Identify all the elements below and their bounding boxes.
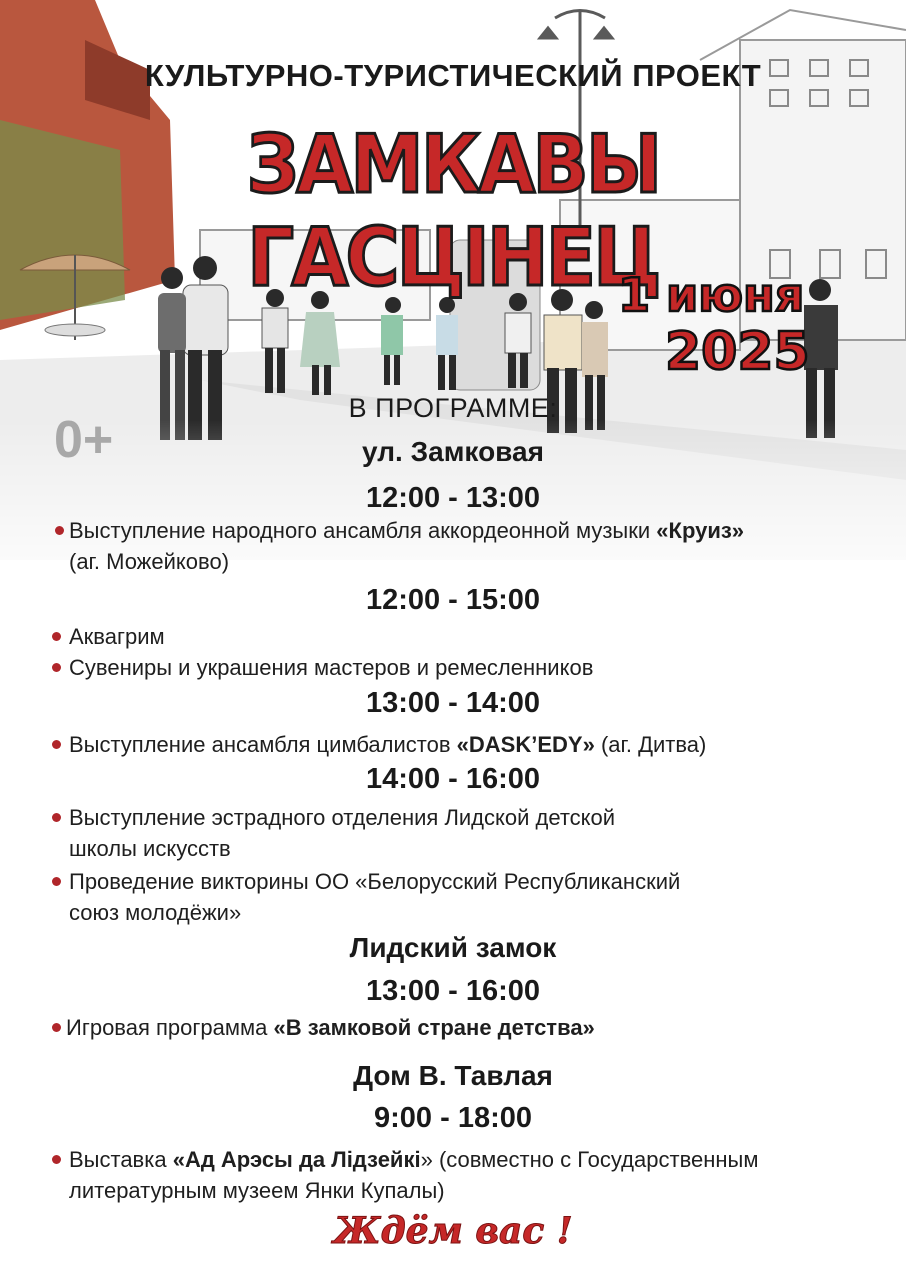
program-item: [66, 1012, 595, 1043]
location-title-lida-castle: Лидский замок: [349, 932, 557, 963]
program-heading: В ПРОГРАММЕ:: [348, 393, 558, 423]
bullet-icon: [52, 1155, 61, 1164]
time-slot: 14:00 - 16:00: [365, 763, 541, 795]
time-slot: 13:00 - 16:00: [365, 975, 541, 1007]
item-text: Игровая программа: [66, 1015, 268, 1040]
item-text: Выставка: [69, 1147, 167, 1172]
location-title-tavlay-house: Дом В. Тавлая: [353, 1060, 553, 1091]
bullet-icon: [52, 632, 61, 641]
event-date-day: 1 июня: [618, 268, 805, 322]
item-text: Выступление ансамбля цимбалистов: [69, 732, 451, 757]
time-slot: 9:00 - 18:00: [374, 1102, 532, 1134]
program-item: Сувениры и украшения мастеров и ремесленников: [69, 655, 594, 680]
item-highlight: «Ад Арэсы да Лідзейкі: [172, 1147, 421, 1172]
time-slot: 12:00 - 15:00: [365, 584, 541, 616]
item-text: (аг. Можейково): [69, 549, 230, 574]
item-text: литературным музеем Янки Купалы): [69, 1178, 445, 1203]
project-label: КУЛЬТУРНО-ТУРИСТИЧЕСКИЙ ПРОЕКТ: [144, 58, 762, 93]
item-text: Проведение викторины ОО «Белорусский Республиканский: [69, 869, 681, 894]
time-slot: 12:00 - 13:00: [365, 482, 541, 514]
bullet-icon: [52, 877, 61, 886]
item-text: школы искусств: [69, 836, 231, 861]
program-item: [69, 802, 789, 864]
item-highlight: «DASK’EDY»: [456, 732, 595, 757]
age-rating-badge: 0+: [54, 411, 114, 469]
time-slot: 13:00 - 14:00: [365, 687, 541, 719]
bullet-icon: [52, 813, 61, 822]
bullet-icon: [52, 1023, 61, 1032]
item-highlight: «Круиз»: [656, 518, 745, 543]
program-item: Выставка «Ад Арэсы да Лідзейкі» (совместно с Государственным литературным музеем Янки Купалы): [69, 1147, 759, 1203]
program-item: [69, 866, 829, 928]
item-text: (совместно с Государственным: [438, 1147, 759, 1172]
bullet-icon: [52, 663, 61, 672]
main-title: ЗАМКАВЫ ГАСЦІНЕЦ: [246, 118, 660, 304]
item-text: (аг. Дитва): [600, 732, 707, 757]
event-date-year: 2025: [665, 322, 810, 382]
closing-slogan: Ждём вас !: [333, 1210, 573, 1252]
item-text: Выступление эстрадного отделения Лидской детской: [69, 805, 616, 830]
bullet-icon: [55, 526, 64, 535]
item-text: Выступление народного ансамбля аккордеонной музыки: [69, 518, 651, 543]
item-highlight: «В замковой стране детства»: [273, 1015, 595, 1040]
program-item: [69, 515, 889, 577]
program-item: Аквагрим: [69, 624, 165, 649]
bullet-icon: [52, 740, 61, 749]
location-title-zamkovaya: ул. Замковая: [362, 436, 544, 467]
program-item: [69, 729, 706, 760]
item-text: союз молодёжи»: [69, 900, 242, 925]
